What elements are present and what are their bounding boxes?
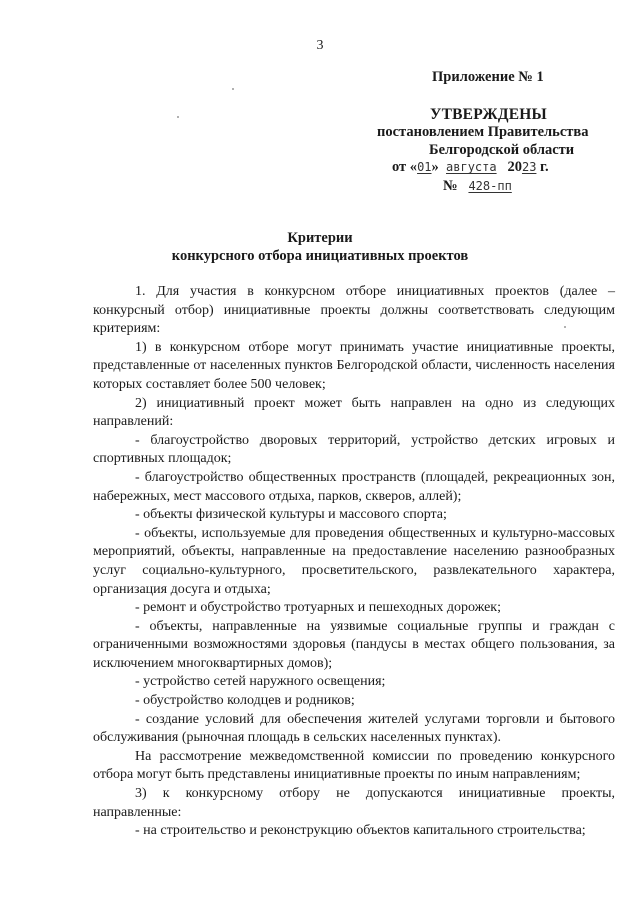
document-body bbox=[93, 283, 615, 841]
paragraph: - на строительство и реконструкцию объектов капитального строительства; bbox=[135, 823, 586, 839]
paragraph: 1. Для участия в конкурсном отборе инициативных проектов (далее – конкурсный отбор) инициативные проекты должны соответствовать следующим критериям: bbox=[93, 284, 615, 337]
date-year-prefix: 20 bbox=[507, 159, 522, 175]
paragraph: - объекты, направленные на уязвимые социальные группы и граждан с ограниченными возможностями здоровья (пандусы в местах общего пользования, за исключением многоквартирных домов); bbox=[93, 618, 615, 671]
paragraph: На рассмотрение межведомственной комиссии по проведению конкурсного отбора могут быть представлены инициативные проекты по иным направлениям; bbox=[93, 748, 615, 783]
date-suffix: г. bbox=[536, 159, 549, 175]
paragraph: - обустройство колодцев и родников; bbox=[135, 693, 355, 709]
paragraph: - ремонт и обустройство тротуарных и пешеходных дорожек; bbox=[135, 600, 501, 616]
paragraph: - объекты, используемые для проведения общественных и культурно-массовых мероприятий, объекты, направленные на предоставление населению разнообразных услуг социально-культурного, просветительского, развлекательного характера, организация досуга и отдыха; bbox=[93, 525, 615, 597]
scan-speck bbox=[564, 326, 566, 328]
scan-speck bbox=[232, 88, 234, 90]
date-day: 01 bbox=[417, 160, 432, 174]
decree-line-2: Белгородской области bbox=[429, 142, 575, 158]
page-number: 3 bbox=[316, 38, 324, 53]
paragraph: - создание условий для обеспечения жителей услугами торговли и бытового обслуживания (рыночная площадь в сельских населенных пунктах). bbox=[93, 711, 615, 746]
paragraph: - благоустройство общественных пространств (площадей, рекреационных зон, набережных, мест массового отдыха, парков, скверов, аллей); bbox=[93, 469, 615, 504]
scan-speck bbox=[177, 116, 179, 118]
date-month: августа bbox=[446, 160, 497, 174]
number-prefix: № bbox=[443, 178, 458, 194]
title-line-1: Критерии bbox=[287, 230, 353, 246]
document-title bbox=[0, 229, 640, 265]
decree-date bbox=[392, 158, 549, 177]
paragraph: - благоустройство дворовых территорий, устройство детских игровых и спортивных площадок; bbox=[93, 432, 615, 467]
paragraph: - устройство сетей наружного освещения; bbox=[135, 674, 386, 690]
approved-heading: УТВЕРЖДЕНЫ bbox=[430, 106, 547, 123]
title-line-2: конкурсного отбора инициативных проектов bbox=[171, 248, 469, 264]
decree-number bbox=[443, 177, 512, 196]
paragraph: 3) к конкурсному отбору не допускаются инициативные проекты, направленные: bbox=[93, 786, 615, 820]
appendix-label: Приложение № 1 bbox=[432, 69, 544, 85]
number-value: 428-пп bbox=[468, 179, 512, 193]
paragraph: 1) в конкурсном отборе могут принимать участие инициативные проекты, представленные от населенных пунктов Белгородской области, численность населения которых составляет более 500 человек; bbox=[93, 339, 615, 392]
paragraph: - объекты физической культуры и массового спорта; bbox=[135, 507, 447, 523]
paragraph: 2) инициативный проект может быть направлен на одно из следующих направлений: bbox=[93, 395, 615, 430]
date-prefix: от « bbox=[392, 159, 418, 175]
decree-line-1: постановлением Правительства bbox=[377, 124, 589, 140]
date-mid: » bbox=[431, 159, 439, 175]
date-year-suffix: 23 bbox=[521, 160, 537, 174]
